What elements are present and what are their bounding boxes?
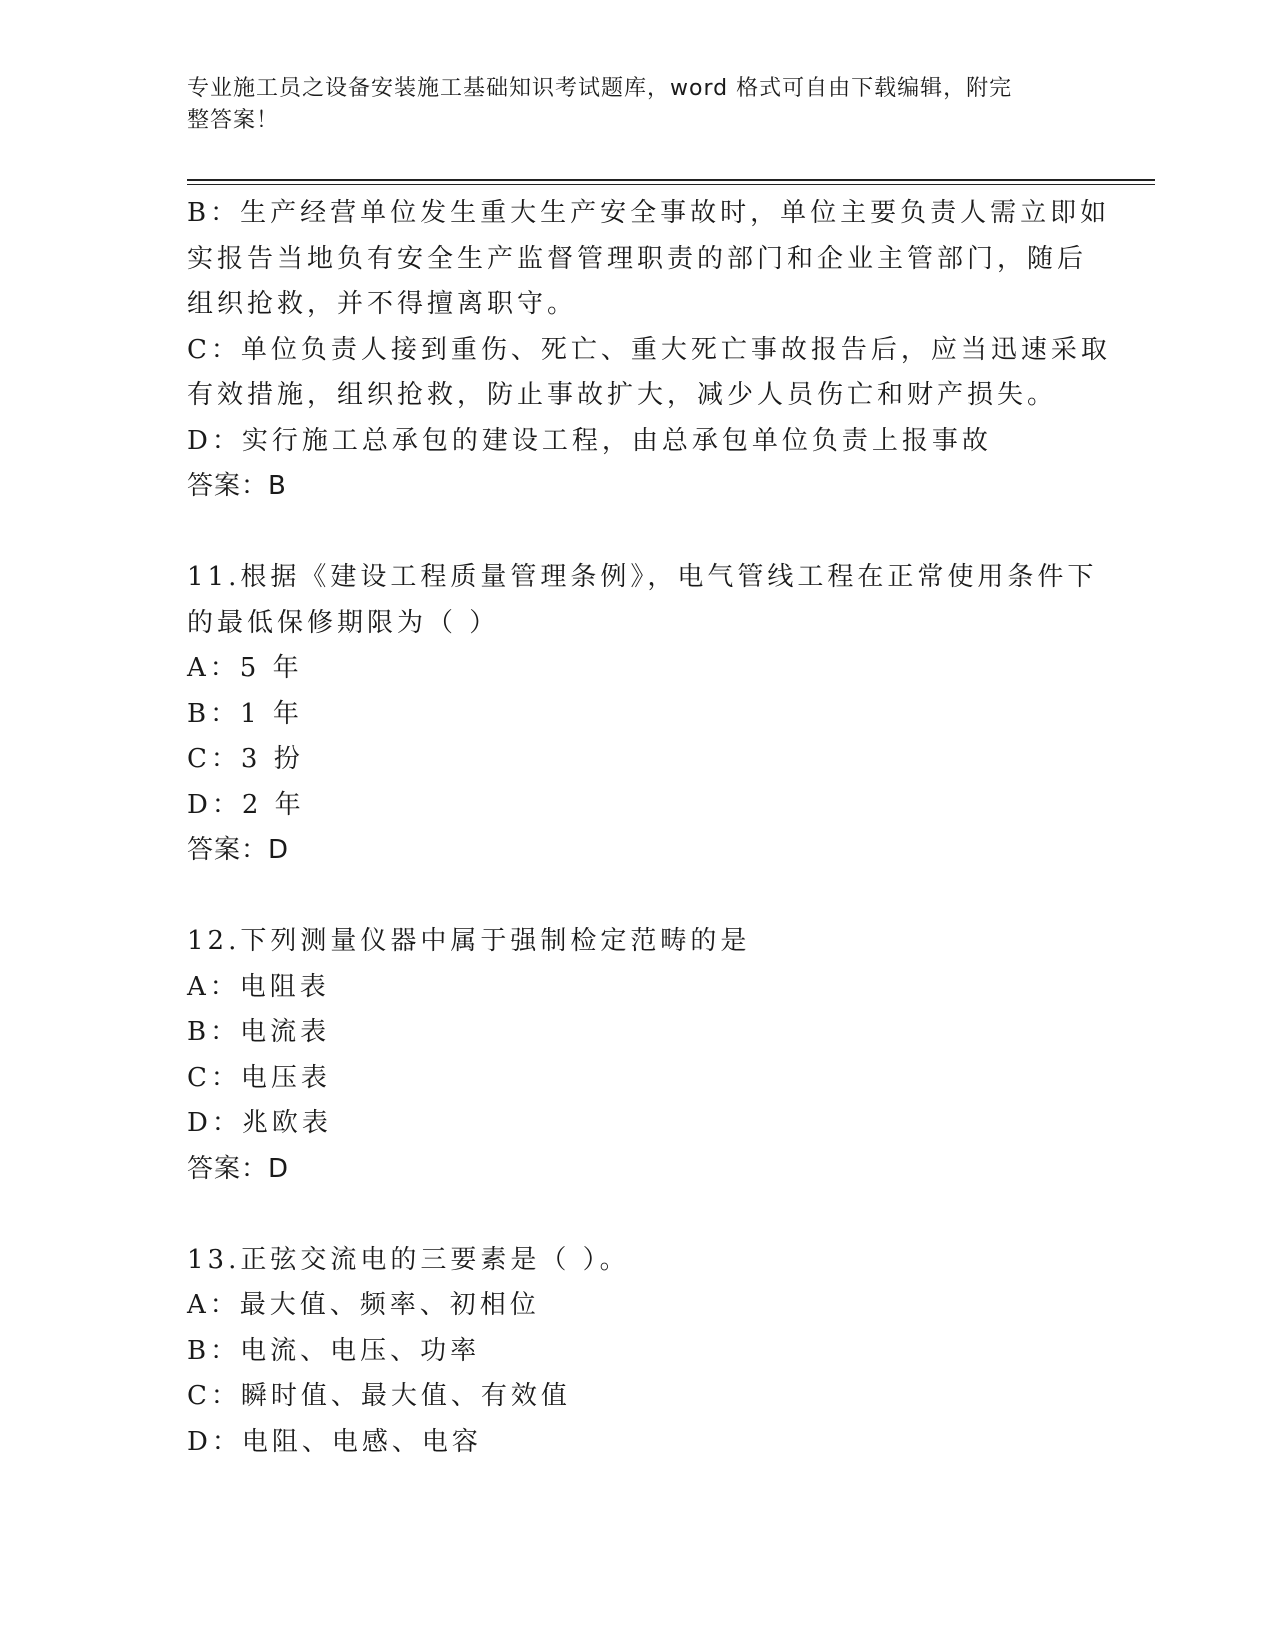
q13-option-d: D：电阻、电感、电容 [187,1426,482,1457]
q10-option-b-line-3: 组织抢救，并不得擅离职守。 [187,289,578,319]
q12-answer: 答案：D [187,1153,290,1184]
q10-option-c-line-2: 有效措施，组织抢救，防止事故扩大，减少人员伤亡和财产损失。 [187,380,1058,410]
spacer [187,1192,1087,1238]
q11-answer: 答案：D [187,835,290,865]
question-12 [187,919,1087,1192]
q12-option-a: A：电阻表 [187,971,330,1002]
q10-answer: 答案：B [187,471,287,501]
q10-option-b-line-2: 实报告当地负有安全生产监督管理职责的部门和企业主管部门，随后 [187,243,1088,274]
q12-option-d: D：兆欧表 [187,1108,332,1138]
q11-stem-line-1: 11.根据《建设工程质量管理条例》，电气管线工程在正常使用条件下 [187,562,1098,592]
q13-option-b: B：电流、电压、功率 [187,1335,481,1366]
spacer [187,510,1087,556]
spacer [187,874,1087,920]
q13-stem: 13.正弦交流电的三要素是（ ）。 [187,1244,630,1275]
exam-content [187,191,1111,1465]
header-rule-thin [187,184,1155,185]
q10-option-b-line-1: B：生产经营单位发生重大生产安全事故时，单位主要负责人需立即如 [187,198,1111,228]
q13-option-a: A：最大值、频率、初相位 [187,1290,540,1320]
document-header [187,73,1067,137]
q11-stem-line-2: 的最低保修期限为（ ） [187,607,500,638]
question-13 [187,1238,1087,1466]
q12-option-c: C：电压表 [187,1062,331,1093]
header-line-2: 整答案！ [187,108,280,133]
q11-option-c: C：3 扮 [187,744,304,774]
question-10 [187,191,1111,510]
q11-option-a: A：5 年 [187,653,303,683]
q10-option-d: D：实行施工总承包的建设工程，由总承包单位负责上报事故 [187,425,992,456]
header-rule-thick [187,179,1155,181]
q13-option-c: C：瞬时值、最大值、有效值 [187,1381,571,1411]
q11-option-d: D：2 年 [187,789,305,820]
q12-stem: 12.下列测量仪器中属于强制检定范畴的是 [187,926,751,956]
q12-option-b: B：电流表 [187,1017,331,1047]
question-11 [187,555,1098,874]
q10-option-c-line-1: C：单位负责人接到重伤、死亡、重大死亡事故报告后，应当迅速采取 [187,334,1111,365]
q11-option-b: B：1 年 [187,698,303,729]
header-line-1: 专业施工员之设备安装施工基础知识考试题库，word 格式可自由下载编辑，附完 [187,76,1013,101]
